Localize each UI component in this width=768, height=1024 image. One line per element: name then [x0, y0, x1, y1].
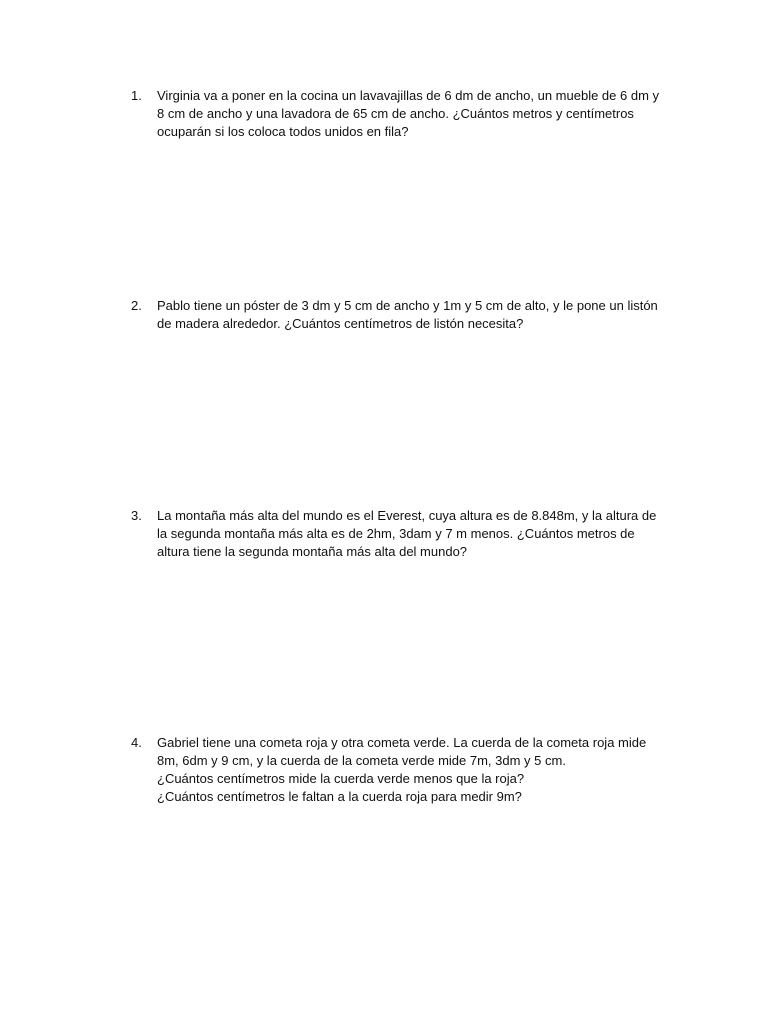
problem-number: 3.	[131, 508, 142, 523]
problem-line: ocuparán si los coloca todos unidos en fila?	[157, 124, 409, 139]
problem-text	[157, 87, 671, 141]
problem-3	[131, 507, 671, 561]
problem-2	[131, 297, 671, 333]
problem-line: ¿Cuántos centímetros le faltan a la cuerda roja para medir 9m?	[157, 789, 522, 804]
problem-line: 8m, 6dm y 9 cm, y la cuerda de la cometa verde mide 7m, 3dm y 5 cm.	[157, 753, 566, 768]
problem-text	[157, 507, 671, 561]
problem-line: Virginia va a poner en la cocina un lavavajillas de 6 dm de ancho, un mueble de 6 dm y	[157, 88, 660, 103]
problem-line: de madera alrededor. ¿Cuántos centímetros de listón necesita?	[157, 316, 524, 331]
problem-text	[157, 734, 671, 806]
problem-line: la segunda montaña más alta es de 2hm, 3dam y 7 m menos. ¿Cuántos metros de	[157, 526, 635, 541]
problem-1	[131, 87, 671, 141]
problem-4	[131, 734, 671, 806]
problem-line: Gabriel tiene una cometa roja y otra cometa verde. La cuerda de la cometa roja mide	[157, 735, 647, 750]
problem-line: ¿Cuántos centímetros mide la cuerda verde menos que la roja?	[157, 771, 525, 786]
problem-number: 2.	[131, 298, 142, 313]
problem-number: 4.	[131, 735, 142, 750]
problem-number: 1.	[131, 88, 142, 103]
problem-line: La montaña más alta del mundo es el Everest, cuya altura es de 8.848m, y la altura de	[157, 508, 657, 523]
problem-line: Pablo tiene un póster de 3 dm y 5 cm de ancho y 1m y 5 cm de alto, y le pone un listón	[157, 298, 658, 313]
problem-line: altura tiene la segunda montaña más alta del mundo?	[157, 544, 468, 559]
problem-line: 8 cm de ancho y una lavadora de 65 cm de ancho. ¿Cuántos metros y centímetros	[157, 106, 634, 121]
problem-text	[157, 297, 671, 333]
